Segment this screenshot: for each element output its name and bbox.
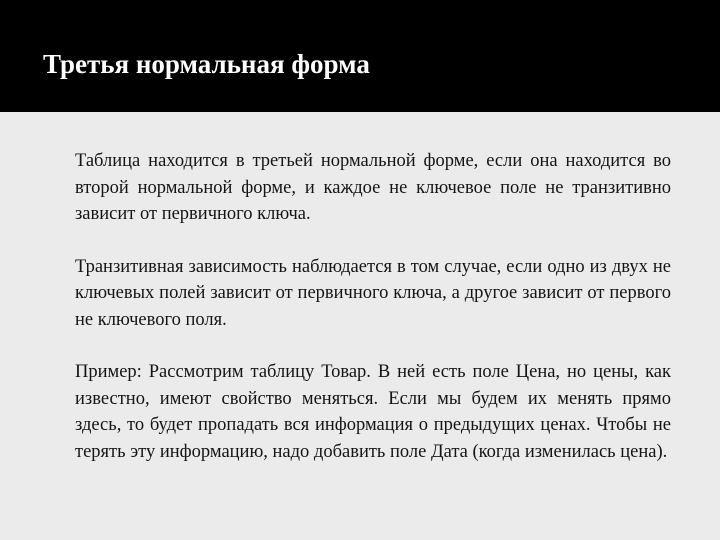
title-bar	[0, 0, 720, 112]
paragraph-example: Пример: Рассмотрим таблицу Товар. В ней есть поле Цена, но цены, как известно, имеют свойство меняться. Если мы будем их менять прямо здесь, то будет пропадать вся информация о предыдущих ценах. Чтобы не терять эту информацию, надо добавить поле Дата (когда изменилась цена).	[75, 362, 671, 462]
slide-title: Третья нормальная форма	[43, 49, 370, 79]
slide-content	[75, 148, 671, 491]
paragraph-definition: Таблица находится в третьей нормальной форме, если она находится во второй нормальной форме, и каждое не ключевое поле не транзитивно зависит от первичного ключа.	[75, 151, 671, 224]
paragraph-transitive-dependency: Транзитивная зависимость наблюдается в том случае, если одно из двух не ключевых полей зависит от первичного ключа, а другое зависит от первого не ключевого поля.	[75, 256, 671, 330]
